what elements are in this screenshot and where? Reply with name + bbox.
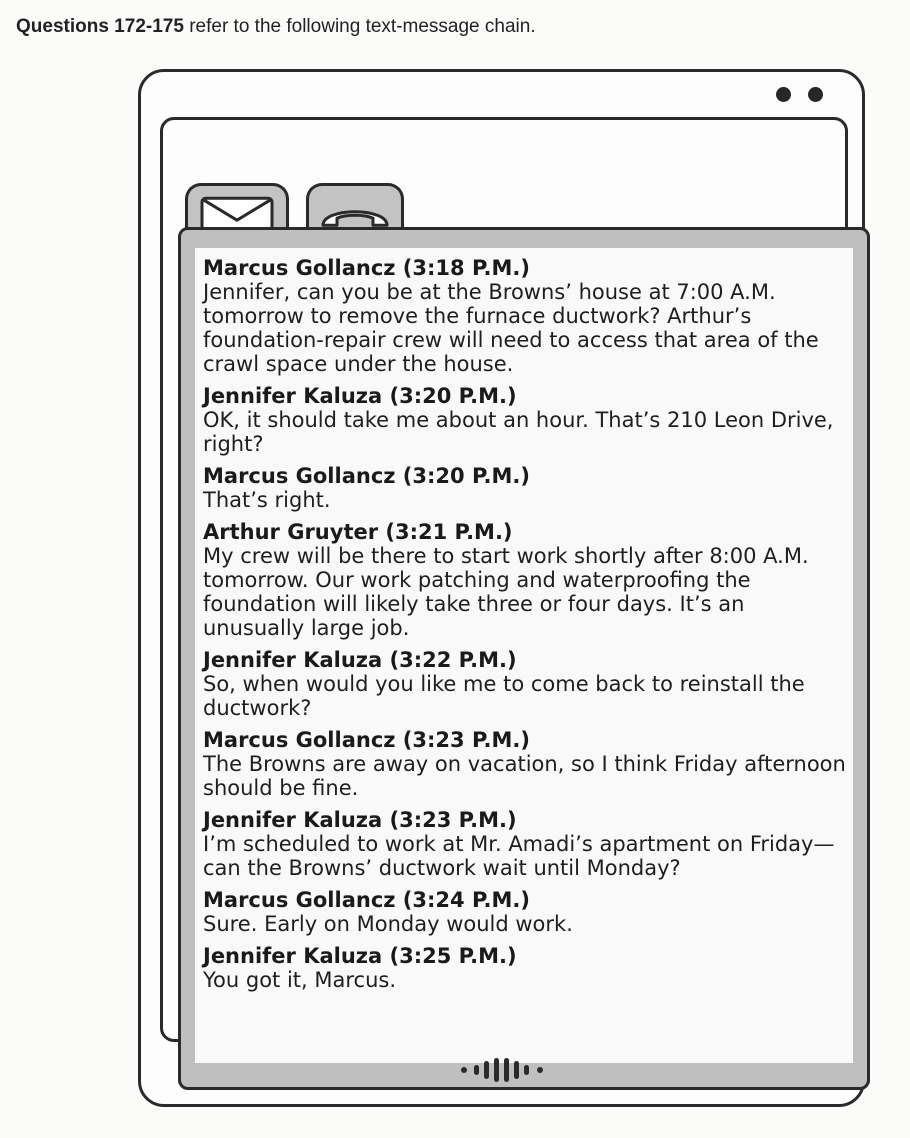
message-item: [203, 384, 848, 456]
message-panel: [178, 227, 870, 1090]
sensor-dot: [808, 87, 823, 102]
message-list: [195, 248, 853, 1063]
message-text: Jennifer, can you be at the Browns’ house at 7:00 A.M. tomorrow to remove the furnace ductwork? Arthur’s foundation-repair crew will need to access that area of the crawl space under the house.: [203, 280, 819, 376]
message-sender: Marcus Gollancz (3:23 P.M.): [203, 728, 530, 752]
message-sender: Arthur Gruyter (3:21 P.M.): [203, 520, 513, 544]
message-text: That’s right.: [203, 488, 331, 512]
message-sender: Jennifer Kaluza (3:20 P.M.): [203, 384, 517, 408]
message-text: I’m scheduled to work at Mr. Amadi’s apartment on Friday—can the Browns’ ductwork wait until Monday?: [203, 832, 835, 880]
phone-screen: [160, 117, 848, 1042]
message-text: You got it, Marcus.: [203, 968, 397, 992]
message-item: [203, 256, 848, 376]
message-text: Sure. Early on Monday would work.: [203, 912, 573, 936]
instructions: [16, 16, 536, 38]
message-sender: Jennifer Kaluza (3:25 P.M.): [203, 944, 517, 968]
camera-dot: [776, 87, 791, 102]
message-sender: Jennifer Kaluza (3:23 P.M.): [203, 808, 517, 832]
question-range: Questions 172-175: [16, 16, 184, 37]
message-item: [203, 944, 848, 992]
message-item: [203, 520, 848, 640]
message-item: [203, 808, 848, 880]
instructions-text: refer to the following text-message chain.: [183, 16, 536, 37]
message-text: So, when would you like me to come back to reinstall the ductwork?: [203, 672, 805, 720]
message-text: OK, it should take me about an hour. That’s 210 Leon Drive, right?: [203, 408, 834, 456]
phone-handset-icon: [319, 201, 391, 229]
speaker-grille-icon: [454, 1055, 554, 1085]
message-item: [203, 728, 848, 800]
message-item: [203, 648, 848, 720]
message-sender: Marcus Gollancz (3:18 P.M.): [203, 256, 530, 280]
message-sender: Marcus Gollancz (3:24 P.M.): [203, 888, 530, 912]
message-sender: Jennifer Kaluza (3:22 P.M.): [203, 648, 517, 672]
message-item: [203, 888, 848, 936]
phone-device: [138, 69, 865, 1107]
message-text: The Browns are away on vacation, so I think Friday afternoon should be fine.: [203, 752, 846, 800]
message-sender: Marcus Gollancz (3:20 P.M.): [203, 464, 530, 488]
message-item: [203, 464, 848, 512]
message-text: My crew will be there to start work shortly after 8:00 A.M. tomorrow. Our work patching and waterproofing the foundation will likely take three or four days. It’s an unusually large job.: [203, 544, 809, 640]
